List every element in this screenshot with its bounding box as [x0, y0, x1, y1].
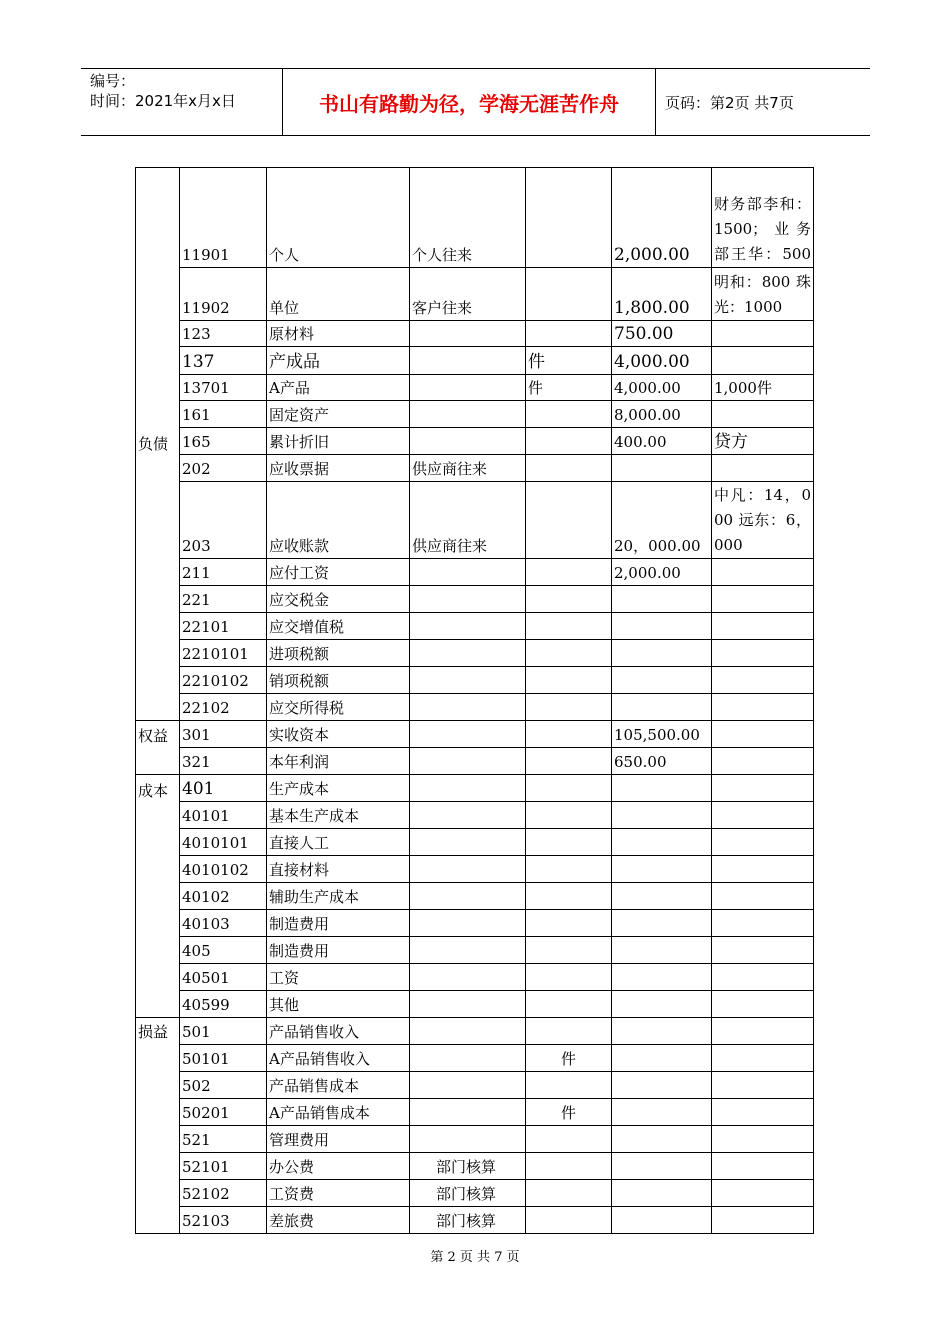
header-meta — [81, 69, 283, 135]
name-cell: 实收资本 — [267, 721, 410, 748]
code-cell: 502 — [180, 1072, 267, 1099]
unit-cell — [526, 586, 612, 613]
note-cell — [712, 401, 814, 428]
code-cell: 40102 — [180, 883, 267, 910]
aux-cell — [410, 1018, 526, 1045]
code-cell: 40501 — [180, 964, 267, 991]
note-cell — [712, 1180, 814, 1207]
amount-cell: 2,000.00 — [612, 168, 712, 268]
code-cell: 11901 — [180, 168, 267, 268]
aux-cell — [410, 1045, 526, 1072]
table-row — [136, 856, 814, 883]
aux-cell: 部门核算 — [410, 1153, 526, 1180]
code-cell: 221 — [180, 586, 267, 613]
aux-cell: 部门核算 — [410, 1180, 526, 1207]
code-cell: 4010102 — [180, 856, 267, 883]
aux-cell — [410, 802, 526, 829]
unit-cell — [526, 667, 612, 694]
unit-cell — [526, 268, 612, 321]
table-row — [136, 937, 814, 964]
unit-cell: 件 — [526, 375, 612, 401]
code-cell: 40103 — [180, 910, 267, 937]
note-cell — [712, 667, 814, 694]
name-cell: 本年利润 — [267, 748, 410, 775]
note-cell — [712, 802, 814, 829]
note-cell — [712, 640, 814, 667]
note-cell: 明和：800 珠光：1000 — [712, 268, 814, 321]
table-row — [136, 829, 814, 856]
note-cell — [712, 1153, 814, 1180]
code-cell: 22102 — [180, 694, 267, 721]
code-cell: 301 — [180, 721, 267, 748]
table-row — [136, 268, 814, 321]
table-row — [136, 1045, 814, 1072]
aux-cell: 部门核算 — [410, 1207, 526, 1234]
amount-cell: 750.00 — [612, 321, 712, 347]
code-cell: 165 — [180, 428, 267, 455]
note-cell — [712, 1045, 814, 1072]
amount-cell — [612, 1180, 712, 1207]
code-cell: 137 — [180, 347, 267, 375]
unit-cell — [526, 321, 612, 347]
table-row — [136, 721, 814, 748]
aux-cell: 个人往来 — [410, 168, 526, 268]
code-cell: 4010101 — [180, 829, 267, 856]
unit-cell — [526, 748, 612, 775]
note-cell — [712, 455, 814, 482]
unit-cell — [526, 1153, 612, 1180]
name-cell: 原材料 — [267, 321, 410, 347]
amount-cell — [612, 1207, 712, 1234]
amount-cell — [612, 829, 712, 856]
name-cell: 直接人工 — [267, 829, 410, 856]
name-cell: 产品销售成本 — [267, 1072, 410, 1099]
table-row — [136, 168, 814, 268]
amount-cell — [612, 775, 712, 802]
amount-cell: 20，000.00 — [612, 482, 712, 559]
unit-cell — [526, 910, 612, 937]
code-cell: 52102 — [180, 1180, 267, 1207]
amount-cell — [612, 1153, 712, 1180]
number-label: 编号： — [90, 72, 136, 90]
unit-cell — [526, 168, 612, 268]
amount-cell — [612, 991, 712, 1018]
aux-cell — [410, 347, 526, 375]
table-row — [136, 559, 814, 586]
code-cell: 2210102 — [180, 667, 267, 694]
unit-cell: 件 — [526, 1045, 612, 1072]
code-cell: 202 — [180, 455, 267, 482]
unit-cell — [526, 1072, 612, 1099]
unit-cell — [526, 883, 612, 910]
name-cell: 差旅费 — [267, 1207, 410, 1234]
table-row — [136, 455, 814, 482]
amount-cell: 1,800.00 — [612, 268, 712, 321]
aux-cell: 供应商往来 — [410, 455, 526, 482]
name-cell: 直接材料 — [267, 856, 410, 883]
note-cell — [712, 721, 814, 748]
aux-cell — [410, 667, 526, 694]
unit-cell — [526, 1180, 612, 1207]
table-row — [136, 586, 814, 613]
table-row — [136, 667, 814, 694]
unit-cell — [526, 829, 612, 856]
name-cell: 管理费用 — [267, 1126, 410, 1153]
table-row — [136, 748, 814, 775]
amount-cell — [612, 1126, 712, 1153]
amount-cell — [612, 1072, 712, 1099]
name-cell: 产品销售收入 — [267, 1018, 410, 1045]
aux-cell — [410, 991, 526, 1018]
table-row — [136, 321, 814, 347]
category-cell: 损益 — [136, 1018, 180, 1234]
amount-cell — [612, 1045, 712, 1072]
amount-cell — [612, 964, 712, 991]
note-cell — [712, 964, 814, 991]
page-header — [81, 68, 870, 136]
table-row — [136, 964, 814, 991]
name-cell: 应交税金 — [267, 586, 410, 613]
unit-cell — [526, 964, 612, 991]
aux-cell — [410, 1099, 526, 1126]
name-cell: 固定资产 — [267, 401, 410, 428]
note-cell: 财务部李和：1500；业务部王华：500 — [712, 168, 814, 268]
code-cell: 2210101 — [180, 640, 267, 667]
table-row — [136, 613, 814, 640]
name-cell: 基本生产成本 — [267, 802, 410, 829]
note-cell — [712, 1207, 814, 1234]
unit-cell — [526, 559, 612, 586]
amount-cell — [612, 910, 712, 937]
unit-cell — [526, 721, 612, 748]
note-cell — [712, 559, 814, 586]
category-cell: 成本 — [136, 775, 180, 1018]
amount-cell — [612, 694, 712, 721]
note-cell — [712, 856, 814, 883]
unit-cell — [526, 428, 612, 455]
unit-cell — [526, 1207, 612, 1234]
code-cell: 321 — [180, 748, 267, 775]
unit-cell — [526, 802, 612, 829]
category-cell: 负债 — [136, 168, 180, 721]
table-row — [136, 1018, 814, 1045]
amount-cell — [612, 586, 712, 613]
aux-cell — [410, 748, 526, 775]
name-cell: 辅助生产成本 — [267, 883, 410, 910]
aux-cell — [410, 883, 526, 910]
unit-cell — [526, 640, 612, 667]
code-cell: 401 — [180, 775, 267, 802]
unit-cell — [526, 455, 612, 482]
code-cell: 50201 — [180, 1099, 267, 1126]
note-cell — [712, 1072, 814, 1099]
aux-cell — [410, 910, 526, 937]
code-cell: 521 — [180, 1126, 267, 1153]
header-motto: 书山有路勤为径，学海无涯苦作舟 — [283, 69, 656, 135]
amount-cell — [612, 937, 712, 964]
name-cell: 应收票据 — [267, 455, 410, 482]
table-row — [136, 640, 814, 667]
table-row — [136, 1153, 814, 1180]
aux-cell — [410, 1072, 526, 1099]
aux-cell — [410, 937, 526, 964]
aux-cell: 供应商往来 — [410, 482, 526, 559]
aux-cell — [410, 721, 526, 748]
note-cell — [712, 1099, 814, 1126]
aux-cell — [410, 775, 526, 802]
account-table — [135, 167, 814, 1234]
unit-cell — [526, 1018, 612, 1045]
aux-cell — [410, 375, 526, 401]
code-cell: 211 — [180, 559, 267, 586]
note-cell — [712, 937, 814, 964]
amount-cell — [612, 667, 712, 694]
table-row — [136, 401, 814, 428]
amount-cell — [612, 455, 712, 482]
amount-cell — [612, 640, 712, 667]
unit-cell — [526, 1126, 612, 1153]
aux-cell — [410, 640, 526, 667]
code-cell: 161 — [180, 401, 267, 428]
aux-cell — [410, 694, 526, 721]
table-row — [136, 1180, 814, 1207]
code-cell: 203 — [180, 482, 267, 559]
table-row — [136, 428, 814, 455]
note-cell — [712, 694, 814, 721]
amount-cell: 650.00 — [612, 748, 712, 775]
note-cell — [712, 1126, 814, 1153]
aux-cell — [410, 428, 526, 455]
unit-cell — [526, 937, 612, 964]
amount-cell — [612, 1099, 712, 1126]
code-cell: 50101 — [180, 1045, 267, 1072]
note-cell — [712, 775, 814, 802]
aux-cell — [410, 613, 526, 640]
name-cell: 制造费用 — [267, 937, 410, 964]
aux-cell — [410, 321, 526, 347]
name-cell: 应收账款 — [267, 482, 410, 559]
table-row — [136, 694, 814, 721]
name-cell: 产成品 — [267, 347, 410, 375]
unit-cell — [526, 991, 612, 1018]
unit-cell — [526, 401, 612, 428]
amount-cell: 8,000.00 — [612, 401, 712, 428]
table-row — [136, 991, 814, 1018]
amount-cell — [612, 883, 712, 910]
code-cell: 501 — [180, 1018, 267, 1045]
name-cell: 应付工资 — [267, 559, 410, 586]
note-cell — [712, 347, 814, 375]
amount-cell: 4,000.00 — [612, 375, 712, 401]
table-row — [136, 347, 814, 375]
note-cell — [712, 829, 814, 856]
table-row — [136, 1126, 814, 1153]
note-cell: 贷方 — [712, 428, 814, 455]
aux-cell — [410, 856, 526, 883]
table-row — [136, 375, 814, 401]
amount-cell: 2,000.00 — [612, 559, 712, 586]
amount-cell — [612, 802, 712, 829]
table-row — [136, 1072, 814, 1099]
name-cell: 应交所得税 — [267, 694, 410, 721]
note-cell — [712, 1018, 814, 1045]
aux-cell: 客户往来 — [410, 268, 526, 321]
unit-cell: 件 — [526, 347, 612, 375]
note-cell — [712, 586, 814, 613]
aux-cell — [410, 401, 526, 428]
name-cell: A产品销售成本 — [267, 1099, 410, 1126]
name-cell: 应交增值税 — [267, 613, 410, 640]
amount-cell: 400.00 — [612, 428, 712, 455]
note-cell — [712, 321, 814, 347]
amount-cell — [612, 1018, 712, 1045]
code-cell: 40599 — [180, 991, 267, 1018]
table-row — [136, 802, 814, 829]
code-cell: 40101 — [180, 802, 267, 829]
note-cell — [712, 748, 814, 775]
note-cell — [712, 910, 814, 937]
unit-cell — [526, 775, 612, 802]
header-page-label: 页码：第2页 共7页 — [665, 93, 794, 112]
name-cell: 生产成本 — [267, 775, 410, 802]
name-cell: 工资费 — [267, 1180, 410, 1207]
amount-cell — [612, 613, 712, 640]
unit-cell — [526, 613, 612, 640]
name-cell: 个人 — [267, 168, 410, 268]
name-cell: 制造费用 — [267, 910, 410, 937]
unit-cell — [526, 694, 612, 721]
name-cell: 累计折旧 — [267, 428, 410, 455]
note-cell — [712, 991, 814, 1018]
note-cell: 中凡：14，000 远东：6，000 — [712, 482, 814, 559]
note-cell — [712, 613, 814, 640]
name-cell: 其他 — [267, 991, 410, 1018]
table-row — [136, 910, 814, 937]
aux-cell — [410, 559, 526, 586]
aux-cell — [410, 964, 526, 991]
code-cell: 52103 — [180, 1207, 267, 1234]
name-cell: A产品销售收入 — [267, 1045, 410, 1072]
code-cell: 123 — [180, 321, 267, 347]
code-cell: 22101 — [180, 613, 267, 640]
name-cell: 办公费 — [267, 1153, 410, 1180]
unit-cell — [526, 482, 612, 559]
category-cell: 权益 — [136, 721, 180, 775]
date-label: 时间：2021年x月x日 — [90, 92, 236, 110]
page-footer: 第 2 页 共 7 页 — [430, 1250, 520, 1265]
table-row — [136, 482, 814, 559]
name-cell: 单位 — [267, 268, 410, 321]
unit-cell: 件 — [526, 1099, 612, 1126]
unit-cell — [526, 856, 612, 883]
table-row — [136, 883, 814, 910]
aux-cell — [410, 829, 526, 856]
table-row — [136, 775, 814, 802]
name-cell: 销项税额 — [267, 667, 410, 694]
note-cell: 1,000件 — [712, 375, 814, 401]
name-cell: 进项税额 — [267, 640, 410, 667]
amount-cell: 4,000.00 — [612, 347, 712, 375]
aux-cell — [410, 586, 526, 613]
amount-cell: 105,500.00 — [612, 721, 712, 748]
code-cell: 11902 — [180, 268, 267, 321]
name-cell: 工资 — [267, 964, 410, 991]
amount-cell — [612, 856, 712, 883]
table-row — [136, 1207, 814, 1234]
code-cell: 13701 — [180, 375, 267, 401]
table-row — [136, 1099, 814, 1126]
name-cell: A产品 — [267, 375, 410, 401]
note-cell — [712, 883, 814, 910]
code-cell: 52101 — [180, 1153, 267, 1180]
code-cell: 405 — [180, 937, 267, 964]
aux-cell — [410, 1126, 526, 1153]
